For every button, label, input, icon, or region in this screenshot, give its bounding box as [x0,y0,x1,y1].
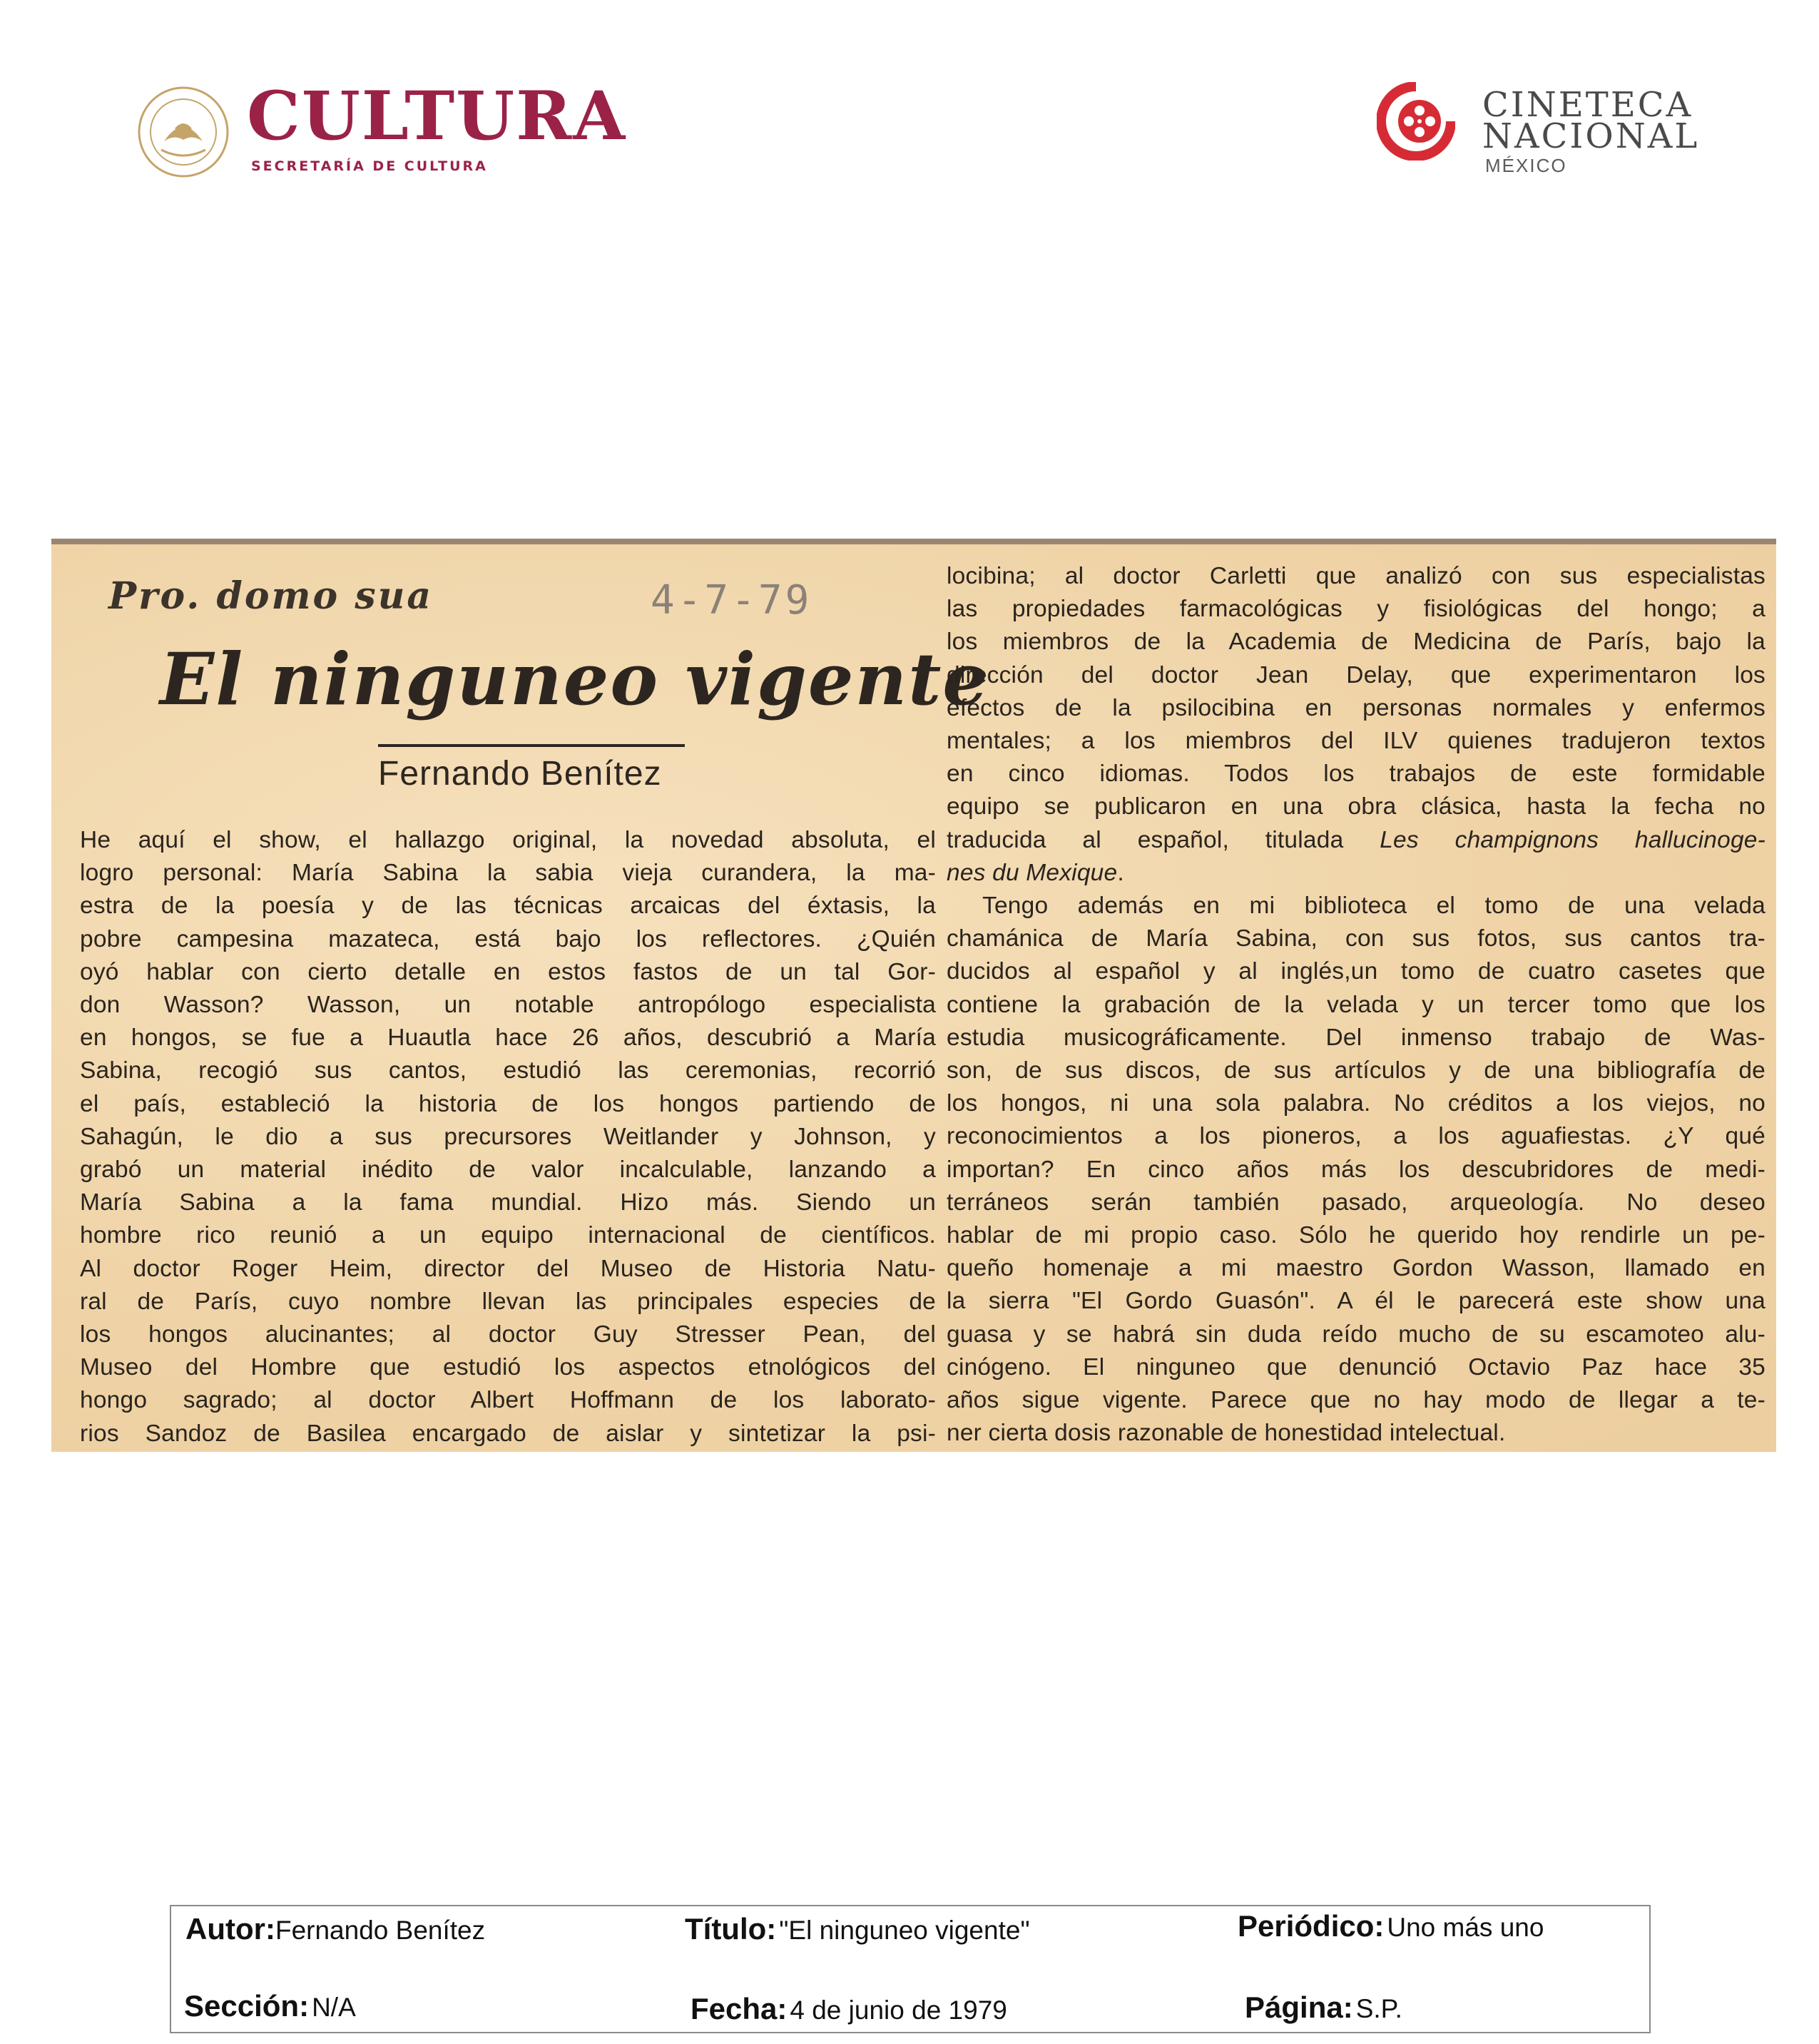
text-line: chamánica de María Sabina, con sus fotos, sus cantos tra- [947,925,1766,952]
autor-label: Autor: [185,1912,275,1946]
text-line: ral de París, cuyo nombre llevan las principales especies de [80,1288,936,1315]
text-line: cinógeno. El ninguneo que denunció Octavio Paz hace 35 [947,1353,1766,1381]
text-line: ducidos al español y al inglés,un tomo de cuatro casetes que [947,958,1766,985]
text-line: hablar de mi propio caso. Sólo he querido hoy rendirle un pe- [947,1222,1766,1249]
titulo-value: "El ninguneo vigente" [779,1916,1030,1945]
text-line: equipo se publicaron en una obra clásica, hasta la fecha no [947,793,1766,820]
text-line: terráneos serán también pasado, arqueología. No deseo [947,1189,1766,1216]
autor-field [185,1912,485,1946]
text-line: importan? En cinco años más los descubridores de medi- [947,1156,1766,1183]
pagina-field [1245,1990,1402,2025]
text-line: oyó hablar con cierto detalle en estos fastos de un tal Gor- [80,958,936,985]
pagina-value: S.P. [1355,1994,1402,2023]
text-line: Tengo además en mi biblioteca el tomo de una velada [982,893,1766,920]
metadata-box [170,1905,1651,2033]
text-line: Museo del Hombre que estudió los aspectos etnológicos del [80,1354,936,1381]
text-line: queño homenaje a mi maestro Gordon Wasson, llamado en [947,1255,1766,1282]
text-line: hongo sagrado; al doctor Albert Hoffmann de los laborato- [80,1387,936,1414]
cultura-subtitle: SECRETARÍA DE CULTURA [251,158,488,174]
seccion-label: Sección: [184,1989,310,2023]
titulo-label: Título: [685,1912,777,1946]
text-line: reconocimientos a los pioneros, a los aguafiestas. ¿Y qué [947,1123,1766,1150]
periodico-field [1238,1909,1544,1943]
cultura-logo [136,77,627,184]
text-line: locibina; al doctor Carletti que analizó con sus especialistas [947,563,1766,589]
text-line: estra de la poesía y de las técnicas arcaicas del éxtasis, la [80,893,936,920]
left-column [80,553,990,1447]
text-line: hombre rico reunió a un equipo internacional de científicos. [80,1222,936,1249]
text-line: las propiedades farmacológicas y fisiológicas del hongo; a [947,596,1766,623]
text-line: Sabina, recogió sus cantos, estudió las ceremonias, recorrió [80,1057,936,1084]
text-line: María Sabina a la fama mundial. Hizo más. Siendo un [80,1189,936,1216]
right-body-text [947,560,1766,1450]
titulo-field [685,1912,1030,1946]
text-line: logro personal: María Sabina la sabia vieja curandera, la ma- [80,860,936,887]
cineteca-line-1: CINETECA [1482,85,1693,125]
text-line: don Wasson? Wasson, un notable antropólogo especialista [80,992,936,1019]
text-line: los hongos, ni una sola palabra. No créditos a los viejos, no [947,1090,1766,1117]
pagina-label: Página: [1245,1990,1353,2024]
fecha-value: 4 de junio de 1979 [790,1995,1007,2025]
text-line: el país, estableció la historia de los hongos partiendo de [80,1090,936,1117]
seccion-value: N/A [312,1993,356,2022]
text-line: en hongos, se fue a Huautla hace 26 años, descubrió a María [80,1024,936,1052]
handwritten-date: 4-7-79 [651,577,812,624]
newspaper-clipping [51,539,1776,1452]
fecha-field [691,1992,1007,2026]
right-column [947,539,1766,1445]
periodico-value: Uno más uno [1387,1913,1544,1942]
text-line [947,824,1766,857]
cultura-wordmark: CULTURA [247,77,627,156]
text-line: los hongos alucinantes; al doctor Guy Stresser Pean, del [80,1321,936,1348]
periodico-label: Periódico: [1238,1909,1385,1943]
book-title-part-1: Les champignons hallucinoge- [1380,826,1766,853]
text-line: guasa y se habrá sin duda reído mucho de su escamoteo alu- [947,1321,1766,1348]
book-title-part-2: nes du Mexique [947,859,1118,886]
left-body-text [80,824,936,1450]
seccion-field [184,1989,356,2023]
text-line: Sahagún, le dio a sus precursores Weitlander y Johnson, y [80,1123,936,1150]
autor-value: Fernando Benítez [275,1916,486,1945]
column-kicker: Pro. domo sua [108,574,434,618]
text-line: rios Sandoz de Basilea encargado de aislar y sintetizar la psi- [80,1420,936,1447]
cineteca-line-3: MÉXICO [1485,155,1567,176]
film-reel-icon [1377,82,1455,161]
article-headline: El ninguneo vigente [160,637,990,721]
cineteca-line-2: NACIONAL [1482,116,1700,156]
text-line: dirección del doctor Jean Delay, que experimentaron los [947,661,1766,688]
text-line: efectos de la psilocibina en personas normales y enfermos [947,694,1766,721]
text-line: nes du Mexique. [947,859,1124,886]
text-line: contiene la grabación de la velada y un tercer tomo que los [947,991,1766,1018]
text-line: la sierra "El Gordo Guasón". A él le parecerá este show una [947,1288,1766,1315]
text-line: estudia musicográficamente. Del inmenso trabajo de Was- [947,1024,1766,1051]
byline-rule [378,744,685,747]
fecha-label: Fecha: [691,1992,788,2025]
text-line: son, de sus discos, de sus artículos y de una bibliografía de [947,1057,1766,1084]
cineteca-logo [1377,82,1698,182]
text-line: mentales; a los miembros del ILV quienes tradujeron textos [947,728,1766,755]
article-byline: Fernando Benítez [378,755,662,793]
text-line: en cinco idiomas. Todos los trabajos de este formidable [947,761,1766,788]
text-line: grabó un material inédito de valor incalculable, lanzando a [80,1156,936,1184]
text-line: Al doctor Roger Heim, director del Museo de Historia Natu- [80,1255,936,1282]
text-line: años sigue vigente. Parece que no hay modo de llegar a te- [947,1387,1766,1414]
text-line: He aquí el show, el hallazgo original, la novedad absoluta, el [80,827,936,853]
mexican-seal-icon [136,84,231,180]
text-line: los miembros de la Academia de Medicina de París, bajo la [947,629,1766,656]
text-line: ner cierta dosis razonable de honestidad intelectual. [947,1420,1506,1447]
text-line: pobre campesina mazateca, está bajo los reflectores. ¿Quién [80,925,936,952]
text-line-part: traducida al español, titulada [947,826,1344,853]
